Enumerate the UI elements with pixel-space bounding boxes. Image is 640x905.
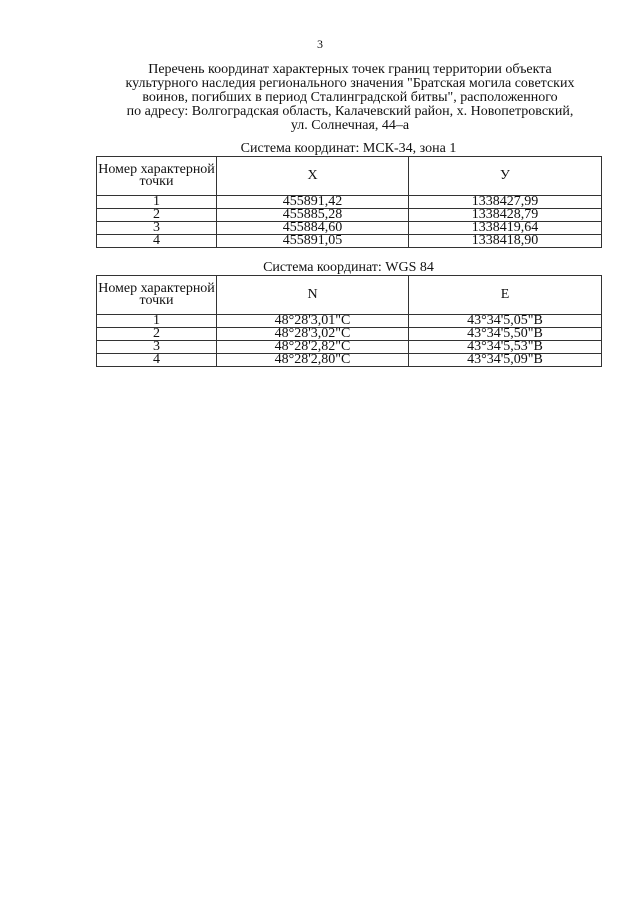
table-row xyxy=(97,354,602,367)
point-number-cell: 4 xyxy=(97,235,217,248)
document-title xyxy=(80,63,620,133)
y-cell: 1338418,90 xyxy=(409,235,602,248)
latitude-cell: 48°28'2,82"С xyxy=(217,341,409,354)
coordinate-system-caption: Система координат: WGS 84 xyxy=(263,260,434,275)
title-line: ул. Солнечная, 44–а xyxy=(290,118,410,133)
coordinate-system-caption: Система координат: МСК-34, зона 1 xyxy=(240,141,457,156)
title-line: культурного наследия регионального значения "Братская могила советских xyxy=(125,76,575,91)
coordinates-table-msk34 xyxy=(96,156,602,248)
latitude-cell: 48°28'3,01"С xyxy=(217,315,409,328)
point-number-cell: 2 xyxy=(97,209,217,222)
longitude-cell: 43°34'5,50"В xyxy=(409,328,602,341)
table-header-row xyxy=(97,157,602,196)
x-cell: 455891,42 xyxy=(217,196,409,209)
page-number: 3 xyxy=(317,37,323,51)
header-n: N xyxy=(217,276,409,315)
header-point-number: Номер характерной точки xyxy=(97,276,217,315)
point-number-cell: 1 xyxy=(97,196,217,209)
coordinates-table-wgs84 xyxy=(96,275,602,367)
y-cell: 1338428,79 xyxy=(409,209,602,222)
title-line: воинов, погибших в период Сталинградской битвы", расположенного xyxy=(142,90,558,105)
x-cell: 455884,60 xyxy=(217,222,409,235)
point-number-cell: 4 xyxy=(97,354,217,367)
point-number-cell: 3 xyxy=(97,222,217,235)
title-line: по адресу: Волгоградская область, Калачевский район, х. Новопетровский, xyxy=(126,104,574,119)
longitude-cell: 43°34'5,09"В xyxy=(409,354,602,367)
y-cell: 1338419,64 xyxy=(409,222,602,235)
header-point-number: Номер характерной точки xyxy=(97,157,217,196)
latitude-cell: 48°28'3,02"С xyxy=(217,328,409,341)
table-header-row xyxy=(97,276,602,315)
point-number-cell: 3 xyxy=(97,341,217,354)
title-line: Перечень координат характерных точек границ территории объекта xyxy=(148,62,552,77)
longitude-cell: 43°34'5,05"В xyxy=(409,315,602,328)
y-cell: 1338427,99 xyxy=(409,196,602,209)
header-y: У xyxy=(409,157,602,196)
header-x: Х xyxy=(217,157,409,196)
header-e: E xyxy=(409,276,602,315)
x-cell: 455891,05 xyxy=(217,235,409,248)
latitude-cell: 48°28'2,80"С xyxy=(217,354,409,367)
point-number-cell: 1 xyxy=(97,315,217,328)
table-row xyxy=(97,235,602,248)
point-number-cell: 2 xyxy=(97,328,217,341)
x-cell: 455885,28 xyxy=(217,209,409,222)
longitude-cell: 43°34'5,53"В xyxy=(409,341,602,354)
